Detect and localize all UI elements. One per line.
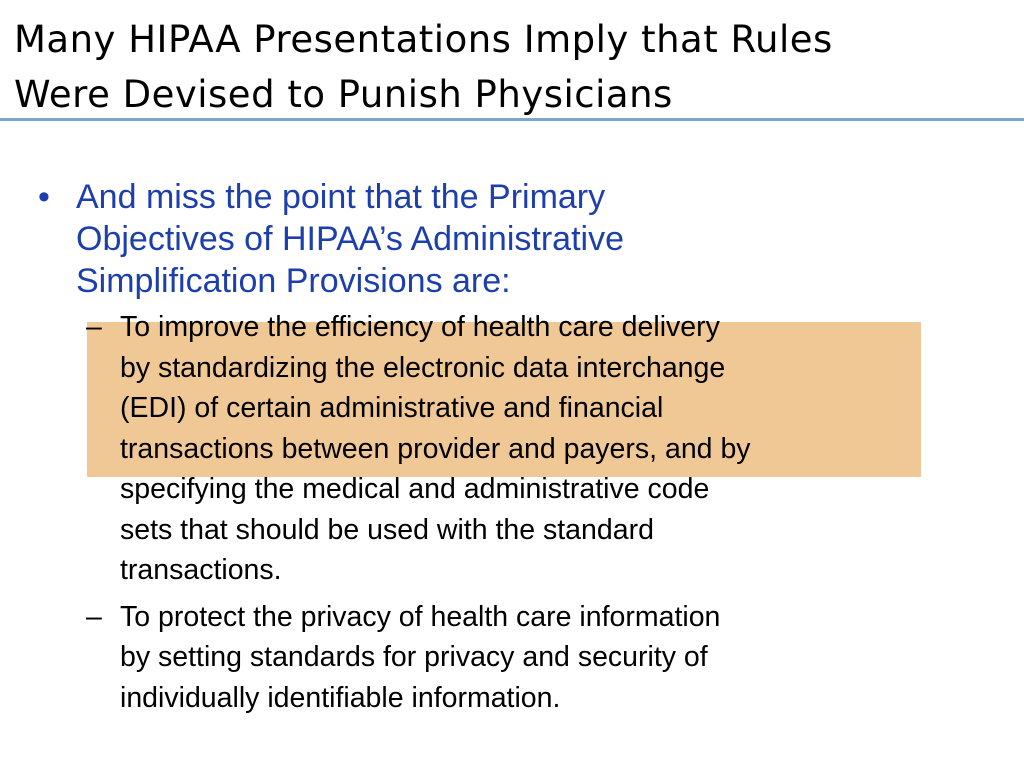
sub-item-line: (EDI) of certain administrative and financial bbox=[120, 392, 664, 424]
sub-item-line: by standardizing the electronic data interchange bbox=[120, 351, 726, 384]
sub-item-line: To improve the efficiency of health care delivery bbox=[120, 311, 720, 343]
slide-title-line: Were Devised to Punish Physicians bbox=[14, 73, 673, 116]
sub-item-line: transactions. bbox=[120, 554, 282, 586]
sub-item-line: transactions between provider and payers, and by bbox=[120, 432, 751, 465]
sub-item-line: specifying the medical and administrative code bbox=[120, 473, 710, 505]
sub-item-efficiency bbox=[0, 307, 1024, 591]
bullet-marker: • bbox=[38, 178, 50, 216]
sub-item-line: individually identifiable information. bbox=[120, 681, 561, 714]
dash-marker: – bbox=[86, 311, 102, 343]
sub-item-line: To protect the privacy of health care information bbox=[120, 600, 721, 633]
title-divider bbox=[0, 118, 1024, 121]
bullet-line: Objectives of HIPAA’s Administrative bbox=[76, 220, 624, 258]
sub-item-line: sets that should be used with the standard bbox=[120, 513, 654, 546]
dash-marker: – bbox=[86, 600, 102, 633]
slide-title-line: Many HIPAA Presentations Imply that Rules bbox=[14, 18, 833, 61]
bullet-item bbox=[0, 176, 796, 302]
bullet-line: And miss the point that the Primary bbox=[76, 178, 606, 216]
sub-item-line: by setting standards for privacy and security of bbox=[120, 641, 708, 673]
slide-title bbox=[14, 12, 1014, 122]
slide-body bbox=[0, 176, 1024, 718]
sub-item-privacy bbox=[0, 597, 1024, 719]
bullet-line: Simplification Provisions are: bbox=[76, 262, 511, 300]
